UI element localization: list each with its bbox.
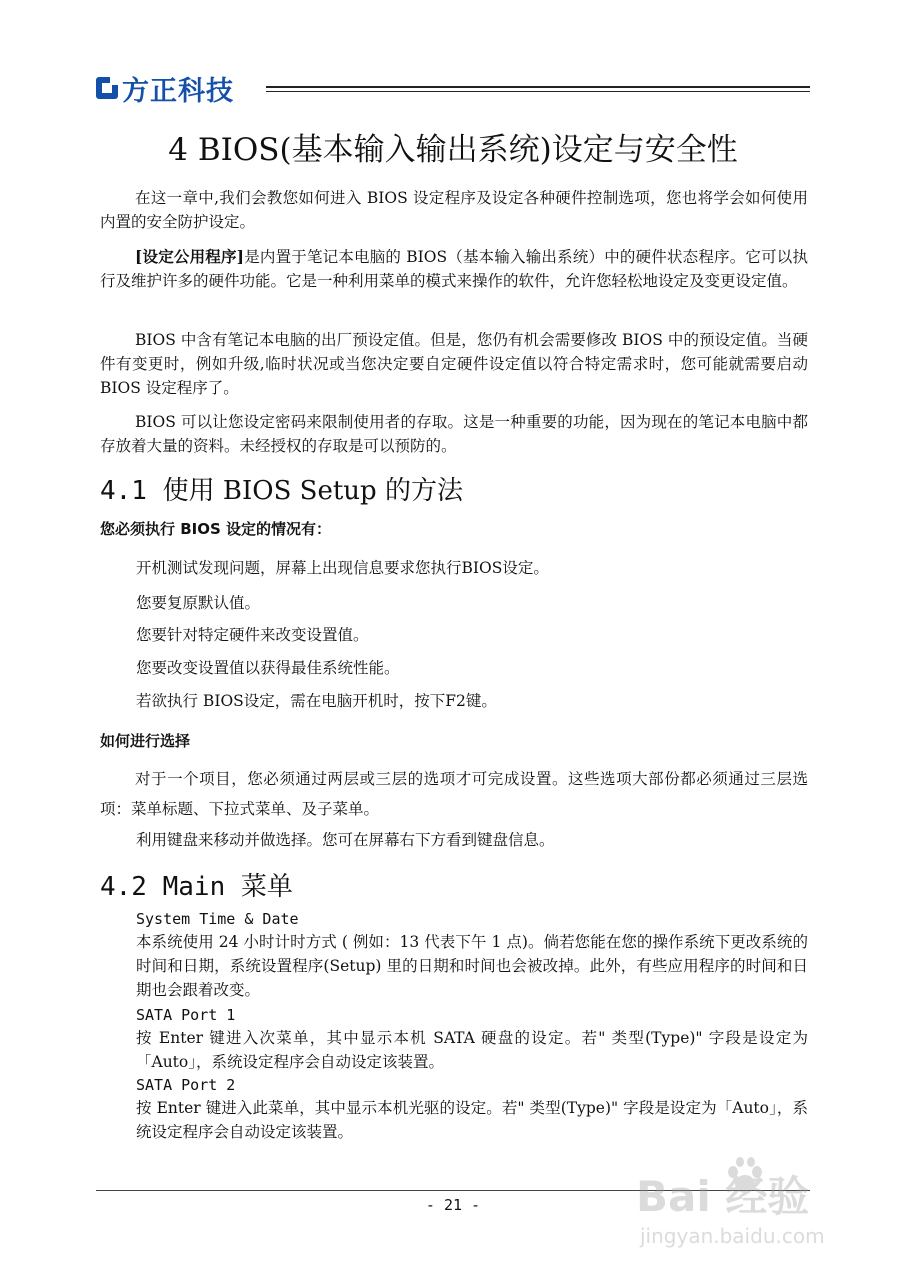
item-title: SATA Port 2: [136, 1076, 236, 1094]
section-4-1-heading: 4.1 使用 BIOS Setup 的方法: [100, 476, 463, 506]
company-logo: [96, 68, 234, 108]
list-item: 若欲执行 BIOS设定，需在电脑开机时，按下F2键。: [136, 692, 497, 710]
intro-paragraph-1: 在这一章中,我们会教您如何进入 BIOS 设定程序及设定各种硬件控制选项，您也将学会如何使用内置的安全防护设定。: [100, 189, 808, 231]
menu-item-sata-port-2: [136, 1074, 808, 1144]
logo-text: 方正科技: [122, 75, 234, 107]
item-title: System Time & Date: [136, 910, 299, 928]
watermark-main: Bai 经验: [636, 1172, 810, 1221]
item-title: SATA Port 1: [136, 1006, 236, 1024]
list-item: 您要复原默认值。: [136, 594, 261, 612]
watermark-url: jingyan.baidu.com: [640, 1224, 825, 1248]
item-desc: 本系统使用 24 小时计时方式 ( 例如：13 代表下午 1 点)。倘若您能在您的操作系统下更改系统的时间和日期，系统设置程序(Setup) 里的日期和时间也会被改掉。此外，有些应用程序的时间和日期也会跟着改变。: [136, 933, 808, 999]
selection-paragraph: 对于一个项目，您必须通过两层或三层的选项才可完成设置。这些选项大部份都必须通过三层选项：菜单标题、下拉式菜单、及子菜单。: [100, 770, 808, 818]
section-4-1-subheading-2: 如何进行选择: [100, 732, 191, 750]
intro-paragraph-2: [设定公用程序]是内置于笔记本电脑的 BIOS（基本输入输出系统）中的硬件状态程序。它可以执行及维护许多的硬件功能。它是一种利用菜单的模式来操作的软件，允许您轻松地设定及变更设定值。: [100, 247, 808, 290]
page-number: - 21 -: [425, 1196, 481, 1214]
intro-paragraph-3: BIOS 中含有笔记本电脑的出厂预设定值。但是，您仍有机会需要修改 BIOS 中的预设定值。当硬件有变更时，例如升级,临时状况或当您决定要自定硬件设定值以符合特定需求时，您可能就需要启动 BIOS 设定程序了。: [100, 331, 808, 397]
list-item: 您要改变设置值以获得最佳系统性能。: [136, 659, 400, 677]
intro-paragraph-4: BIOS 可以让您设定密码来限制使用者的存取。这是一种重要的功能，因为现在的笔记本电脑中都存放着大量的资料。未经授权的存取是可以预防的。: [100, 413, 808, 455]
keyboard-paragraph: 利用键盘来移动并做选择。您可在屏幕右下方看到键盘信息。: [136, 831, 555, 849]
section-4-1-subheading: 您必须执行 BIOS 设定的情况有：: [100, 520, 332, 538]
header-rule: [266, 86, 810, 92]
page-title: 4 BIOS(基本输入输出系统)设定与安全性: [168, 132, 738, 168]
list-item: 开机测试发现问题，屏幕上出现信息要求您执行BIOS设定。: [136, 559, 549, 577]
item-desc: 按 Enter 键进入此菜单，其中显示本机光驱的设定。若" 类型(Type)" 字段是设定为「Auto」，系统设定程序会自动设定该装置。: [136, 1099, 808, 1141]
menu-item-sata-port-1: [136, 1004, 808, 1074]
watermark: [636, 1150, 866, 1260]
item-desc: 按 Enter 键进入次菜单，其中显示本机 SATA 硬盘的设定。若" 类型(Type)" 字段是设定为「Auto」，系统设定程序会自动设定该装置。: [136, 1029, 808, 1071]
logo-mark-icon: [96, 77, 118, 99]
page-header: [96, 68, 810, 108]
menu-item-system-time: [136, 908, 808, 1002]
bold-term: [设定公用程序]: [135, 247, 245, 266]
section-4-2-heading: 4.2 Main 菜单: [100, 872, 293, 902]
list-item: 您要针对特定硬件来改变设置值。: [136, 626, 369, 644]
